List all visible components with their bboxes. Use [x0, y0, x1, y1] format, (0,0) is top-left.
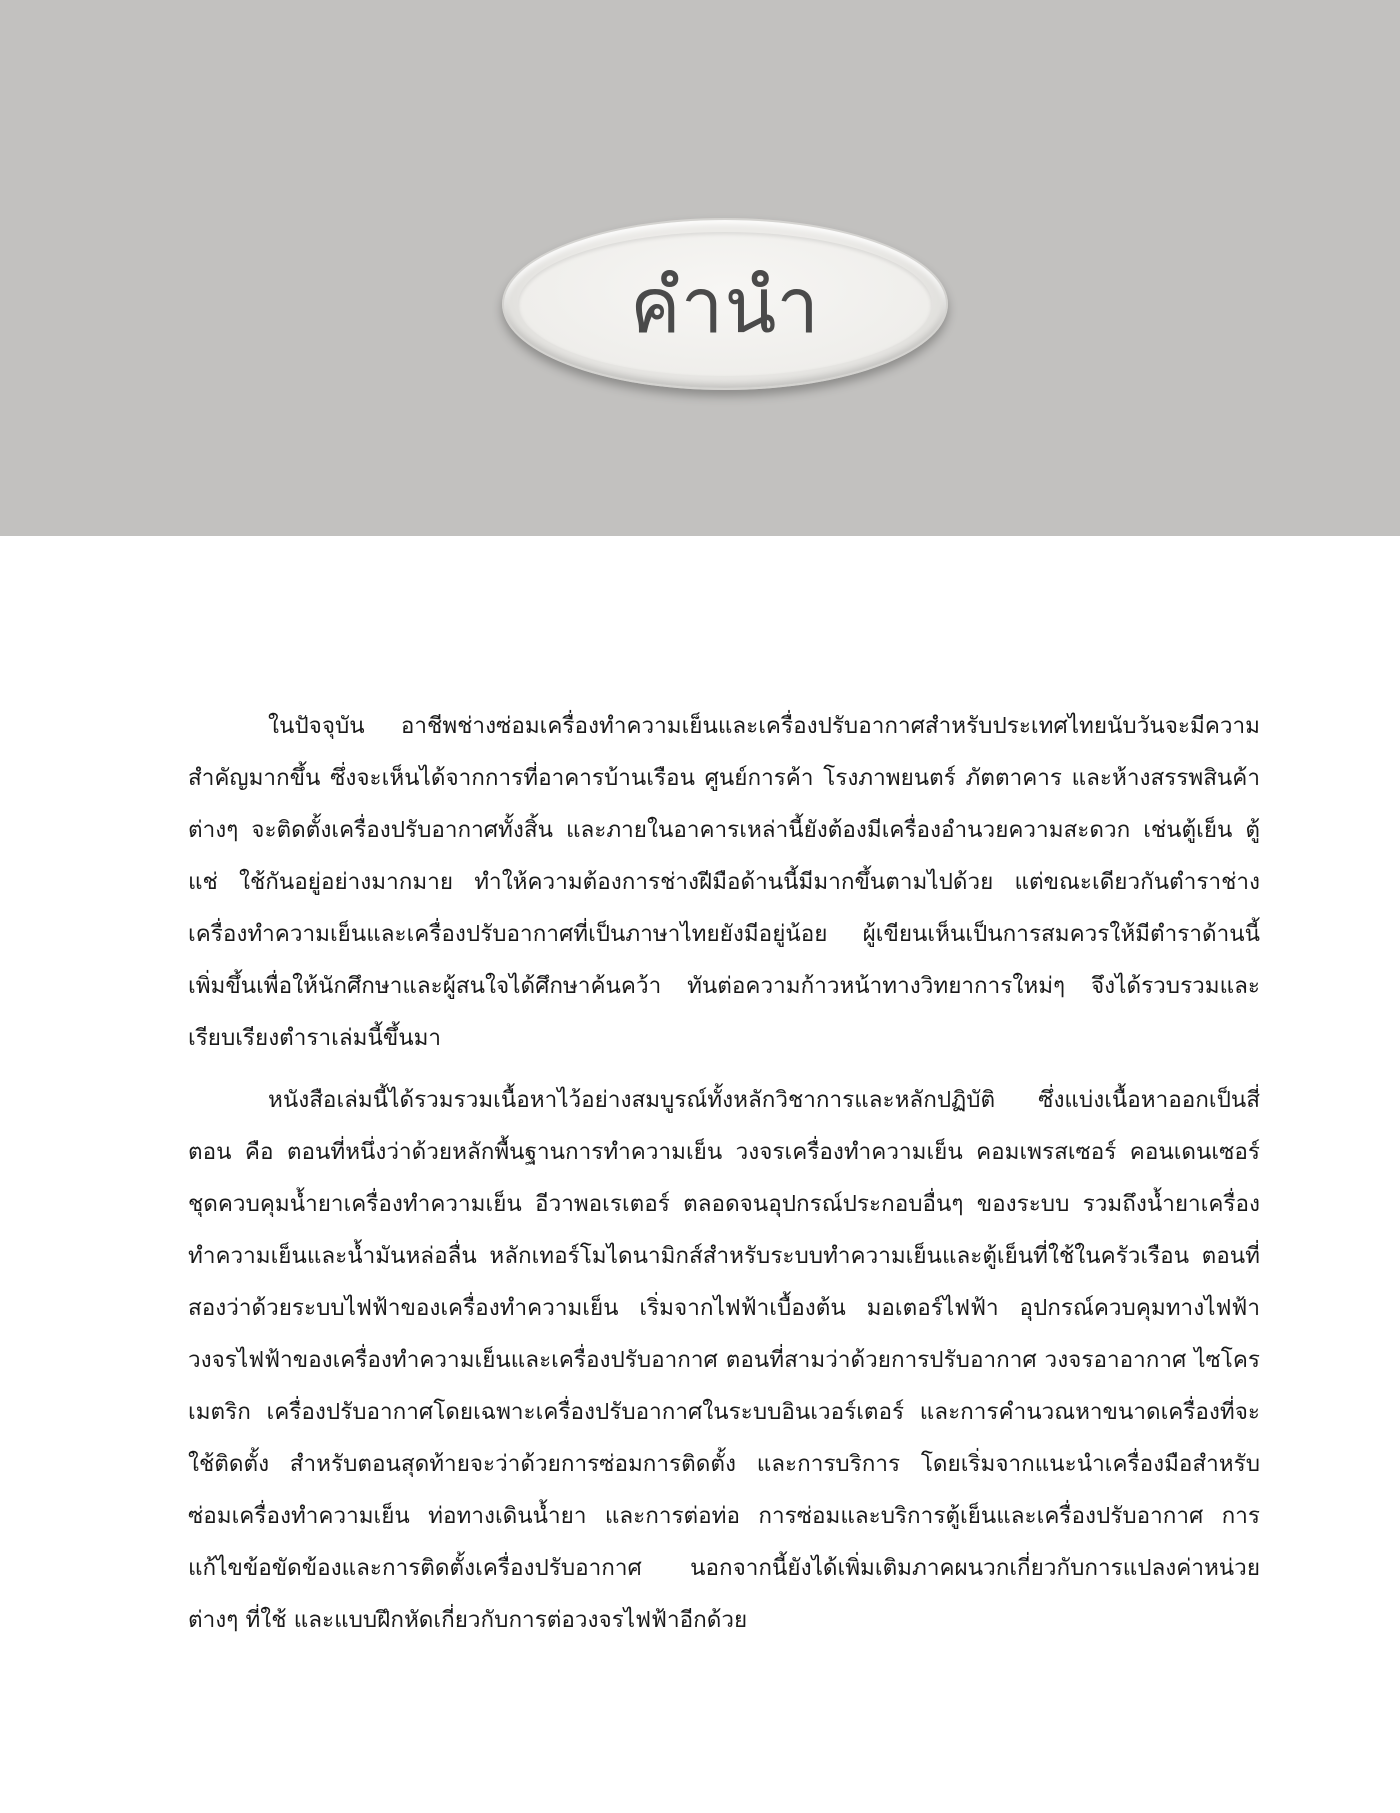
- title-badge-inner: [518, 232, 932, 376]
- preface-paragraph-2: หนังสือเล่มนี้ได้รวมรวมเนื้อหาไว้อย่างสมบูรณ์ทั้งหลักวิชาการและหลักปฏิบัติ ซึ่งแบ่งเนื้อหาออกเป็นสี่ตอน คือ ตอนที่หนึ่งว่าด้วยหลักพื้นฐานการทำความเย็น วงจรเครื่องทำความเย็น คอมเพรสเซอร์ คอนเดนเซอร์ ชุดควบคุมน้ำยาเครื่องทำความเย็น อีวาพอเรเตอร์ ตลอดจนอุปกรณ์ประกอบอื่นๆ ของระบบ รวมถึงน้ำยาเครื่องทำความเย็นและน้ำมันหล่อลื่น หลักเทอร์โมไดนามิกส์สำหรับระบบทำความเย็นและตู้เย็นที่ใช้ในครัวเรือน ตอนที่สองว่าด้วยระบบไฟฟ้าของเครื่องทำความเย็น เริ่มจากไฟฟ้าเบื้องต้น มอเตอร์ไฟฟ้า อุปกรณ์ควบคุมทางไฟฟ้า วงจรไฟฟ้าของเครื่องทำความเย็นและเครื่องปรับอากาศ ตอนที่สามว่าด้วยการปรับอากาศ วงจรอาอากาศ ไซโครเมตริก เครื่องปรับอากาศโดยเฉพาะเครื่องปรับอากาศในระบบอินเวอร์เตอร์ และการคำนวณหาขนาดเครื่องที่จะใช้ติดตั้ง สำหรับตอนสุดท้ายจะว่าด้วยการซ่อมการติดตั้ง และการบริการ โดยเริ่มจากแนะนำเครื่องมือสำหรับซ่อมเครื่องทำความเย็น ท่อทางเดินน้ำยา และการต่อท่อ การซ่อมและบริการตู้เย็นและเครื่องปรับอากาศ การแก้ไขข้อขัดข้องและการติดตั้งเครื่องปรับอากาศ นอกจากนี้ยังได้เพิ่มเติมภาคผนวกเกี่ยวกับการแปลงค่าหน่วยต่างๆ ที่ใช้ และแบบฝึกหัดเกี่ยวกับการต่อวงจรไฟฟ้าอีกด้วย: [188, 1087, 1260, 1633]
- page-title: คำนำ: [629, 261, 821, 350]
- preface-paragraph-1: ในปัจจุบัน อาชีพช่างซ่อมเครื่องทำความเย็นและเครื่องปรับอากาศสำหรับประเทศไทยนับวันจะมีความสำคัญมากขึ้น ซึ่งจะเห็นได้จากการที่อาคารบ้านเรือน ศูนย์การค้า โรงภาพยนตร์ ภัตตาคาร และห้างสรรพสินค้าต่างๆ จะติดตั้งเครื่องปรับอากาศทั้งสิ้น และภายในอาคารเหล่านี้ยังต้องมีเครื่องอำนวยความสะดวก เช่นตู้เย็น ตู้แช่ ใช้กันอยู่อย่างมากมาย ทำให้ความต้องการช่างฝีมือด้านนี้มีมากขึ้นตามไปด้วย แต่ขณะเดียวกันตำราช่างเครื่องทำความเย็นและเครื่องปรับอากาศที่เป็นภาษาไทยยังมีอยู่น้อย ผู้เขียนเห็นเป็นการสมควรให้มีตำราด้านนี้เพิ่มขึ้นเพื่อให้นักศึกษาและผู้สนใจได้ศึกษาค้นคว้า ทันต่อความก้าวหน้าทางวิทยาการใหม่ๆ จึงได้รวบรวมและเรียบเรียงตำราเล่มนี้ขึ้นมา: [188, 713, 1260, 1051]
- header-band: [0, 0, 1400, 536]
- preface-body: [188, 700, 1260, 1646]
- title-badge: [502, 218, 948, 390]
